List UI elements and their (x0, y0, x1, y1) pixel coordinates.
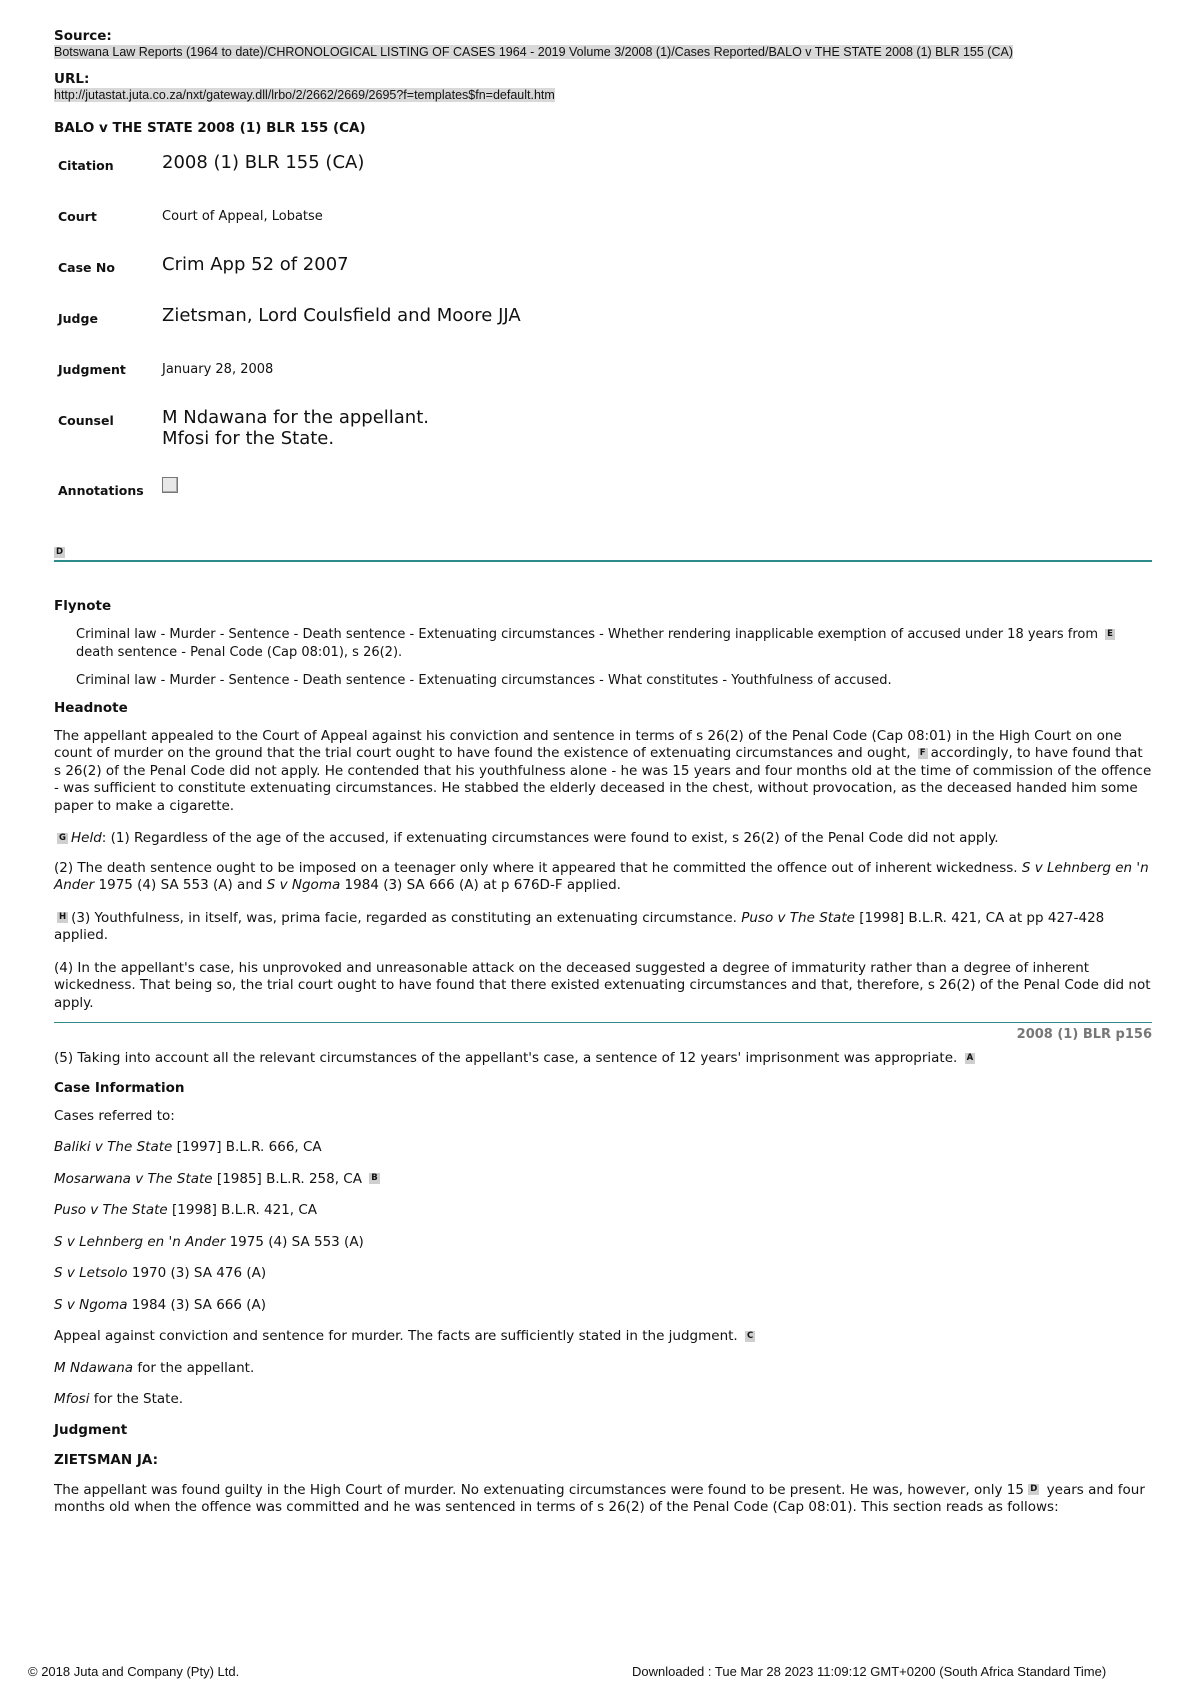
margin-letter: F (919, 747, 926, 758)
url-label: URL: (54, 71, 90, 87)
footer-copyright: © 2018 Juta and Company (Pty) Ltd. (28, 1664, 240, 1679)
counsel-value (162, 407, 521, 475)
headnote-paragraph-5: (5) Taking into account all the relevant circumstances of the appellant's case, a sentence of 12 years' imprisonment was appropriate. A (54, 1050, 974, 1066)
margin-letter: D (56, 546, 64, 557)
margin-letter: D (1030, 1484, 1038, 1494)
annotations-label: Annotations (58, 483, 144, 498)
judgment-paragraph-1: The appellant was found guilty in the High Court of murder. No extenuating circumstances were found to be present. He was, however, only 15 D years and four months old when the offence was committed and he was sentenced in terms of s 26(2) of the Penal Code (Cap 08:01). This section reads as follows: (54, 1481, 1145, 1515)
judge-label: Judge (58, 311, 98, 326)
margin-letter: C (747, 1330, 754, 1341)
page-divider (54, 1022, 1152, 1023)
citation-value: 2008 (1) BLR 155 (CA) (162, 152, 365, 173)
judgment-heading: Judgment (54, 1421, 128, 1438)
headnote-paragraph-1: The appellant appealed to the Court of Appeal against his conviction and sentence in terms of s 26(2) of the Penal Code (Cap 08:01) in the High Court on one count of murder on the ground that the trial court ought to have found the existence of extenuating circumstances and ought, F accordingly, to have found that s 26(2) of the Penal Code did not apply. He contended that his youthfulness alone - he was 15 years and four months old at the time of commission of the offence - was sufficient to constitute extenuating circumstances. He stabbed the elderly deceased in the chest, without provocation, as the deceased handed him some paper to make a cigarette. (54, 727, 1152, 814)
judgment-date-value: January 28, 2008 (162, 362, 274, 377)
headnote-paragraph-2: (2) The death sentence ought to be imposed on a teenager only where it appeared that he committed the offence out of inherent wickedness. S v Lehnberg en 'n Ander 1975 (4) SA 553 (A) and S v Ngoma 1984 (3) SA 666 (A) at p 676D-F applied. (54, 859, 1149, 893)
source-label: Source: (54, 28, 112, 44)
page-reference: 2008 (1) BLR p156 (1016, 1027, 1152, 1042)
case-metadata-table (58, 152, 521, 498)
margin-letter: G (59, 832, 66, 843)
judge-heading: ZIETSMAN JA: (54, 1451, 158, 1468)
court-value: Court of Appeal, Lobatse (162, 209, 323, 224)
case-no-label: Case No (58, 260, 115, 275)
case-reference: S v Letsolo 1970 (3) SA 476 (A) (54, 1265, 267, 1281)
cases-referred-intro: Cases referred to: (54, 1107, 175, 1124)
source-url[interactable]: http://jutastat.juta.co.za/nxt/gateway.dll/lrbo/2/2662/2669/2695?f=templates$fn=default.htm (54, 88, 555, 102)
headnote-held-paragraph: G Held: (1) Regardless of the age of the accused, if extenuating circumstances were found to exist, s 26(2) of the Penal Code did not apply. (59, 830, 999, 846)
headnote-heading: Headnote (54, 699, 128, 716)
case-title: BALO v THE STATE 2008 (1) BLR 155 (CA) (54, 120, 366, 136)
appeal-summary: Appeal against conviction and sentence for murder. The facts are sufficiently stated in the judgment. C (54, 1328, 754, 1344)
flynote-line-1: Criminal law - Murder - Sentence - Death sentence - Extenuating circumstances - Whether rendering inapplicable exemption of accused under 18 years from Edeath sentence - Penal Code (Cap 08:01), s 26(2). (76, 627, 1113, 660)
margin-letter: B (371, 1173, 378, 1183)
judge-value: Zietsman, Lord Coulsfield and Moore JJA (162, 305, 521, 326)
headnote-paragraph-3: H (3) Youthfulness, in itself, was, prima facie, regarded as constituting an extenuating circumstance. Puso v The State [1998] B.L.R. 421, CA at pp 427-428 applied. (54, 909, 1105, 943)
court-label: Court (58, 209, 97, 224)
counsel-line-state: Mfosi for the State. (54, 1391, 184, 1407)
citation-label: Citation (58, 158, 114, 173)
case-reference: Mosarwana v The State [1985] B.L.R. 258, CA B (54, 1170, 378, 1187)
footer-download-timestamp: Downloaded : Tue Mar 28 2023 11:09:12 GMT+0200 (South Africa Standard Time) (632, 1664, 1107, 1679)
counsel-line-appellant: M Ndawana for the appellant. (54, 1359, 255, 1376)
case-no-value: Crim App 52 of 2007 (162, 254, 349, 275)
margin-letter: H (59, 912, 67, 922)
headnote-paragraph-4: (4) In the appellant's case, his unprovoked and unreasonable attack on the deceased suggested a degree of immaturity rather than a degree of inherent wickedness. That being so, the trial court ought to have found that there existed extenuating circumstances and that, therefore, s 26(2) of the Penal Code did not apply. (54, 959, 1151, 1011)
flynote-line-2: Criminal law - Murder - Sentence - Death sentence - Extenuating circumstances - What constitutes - Youthfulness of accused. (76, 673, 892, 688)
flynote-heading: Flynote (54, 598, 112, 614)
counsel-label: Counsel (58, 413, 114, 428)
judgment-date-label: Judgment (58, 362, 126, 377)
counsel-state: Mfosi for the State. (162, 428, 335, 449)
case-reference: Baliki v The State [1997] B.L.R. 666, CA (54, 1139, 322, 1155)
case-reference: Puso v The State [1998] B.L.R. 421, CA (54, 1202, 318, 1218)
source-path: Botswana Law Reports (1964 to date)/CHRONOLOGICAL LISTING OF CASES 1964 - 2019 Volume 3/2008 (1)/Cases Reported/BALO v THE STATE 2008 (1) BLR 155 (CA) (54, 45, 1013, 59)
case-reference: S v Ngoma 1984 (3) SA 666 (A) (54, 1296, 267, 1313)
counsel-appellant: M Ndawana for the appellant. (162, 407, 429, 428)
margin-letter: A (966, 1052, 974, 1063)
annotations-checkbox[interactable] (162, 477, 178, 493)
margin-letter: E (1107, 629, 1113, 639)
document-page (54, 24, 1152, 1517)
case-information-heading: Case Information (54, 1079, 185, 1096)
section-divider (54, 560, 1152, 562)
case-reference: S v Lehnberg en 'n Ander 1975 (4) SA 553 (A) (54, 1233, 364, 1250)
